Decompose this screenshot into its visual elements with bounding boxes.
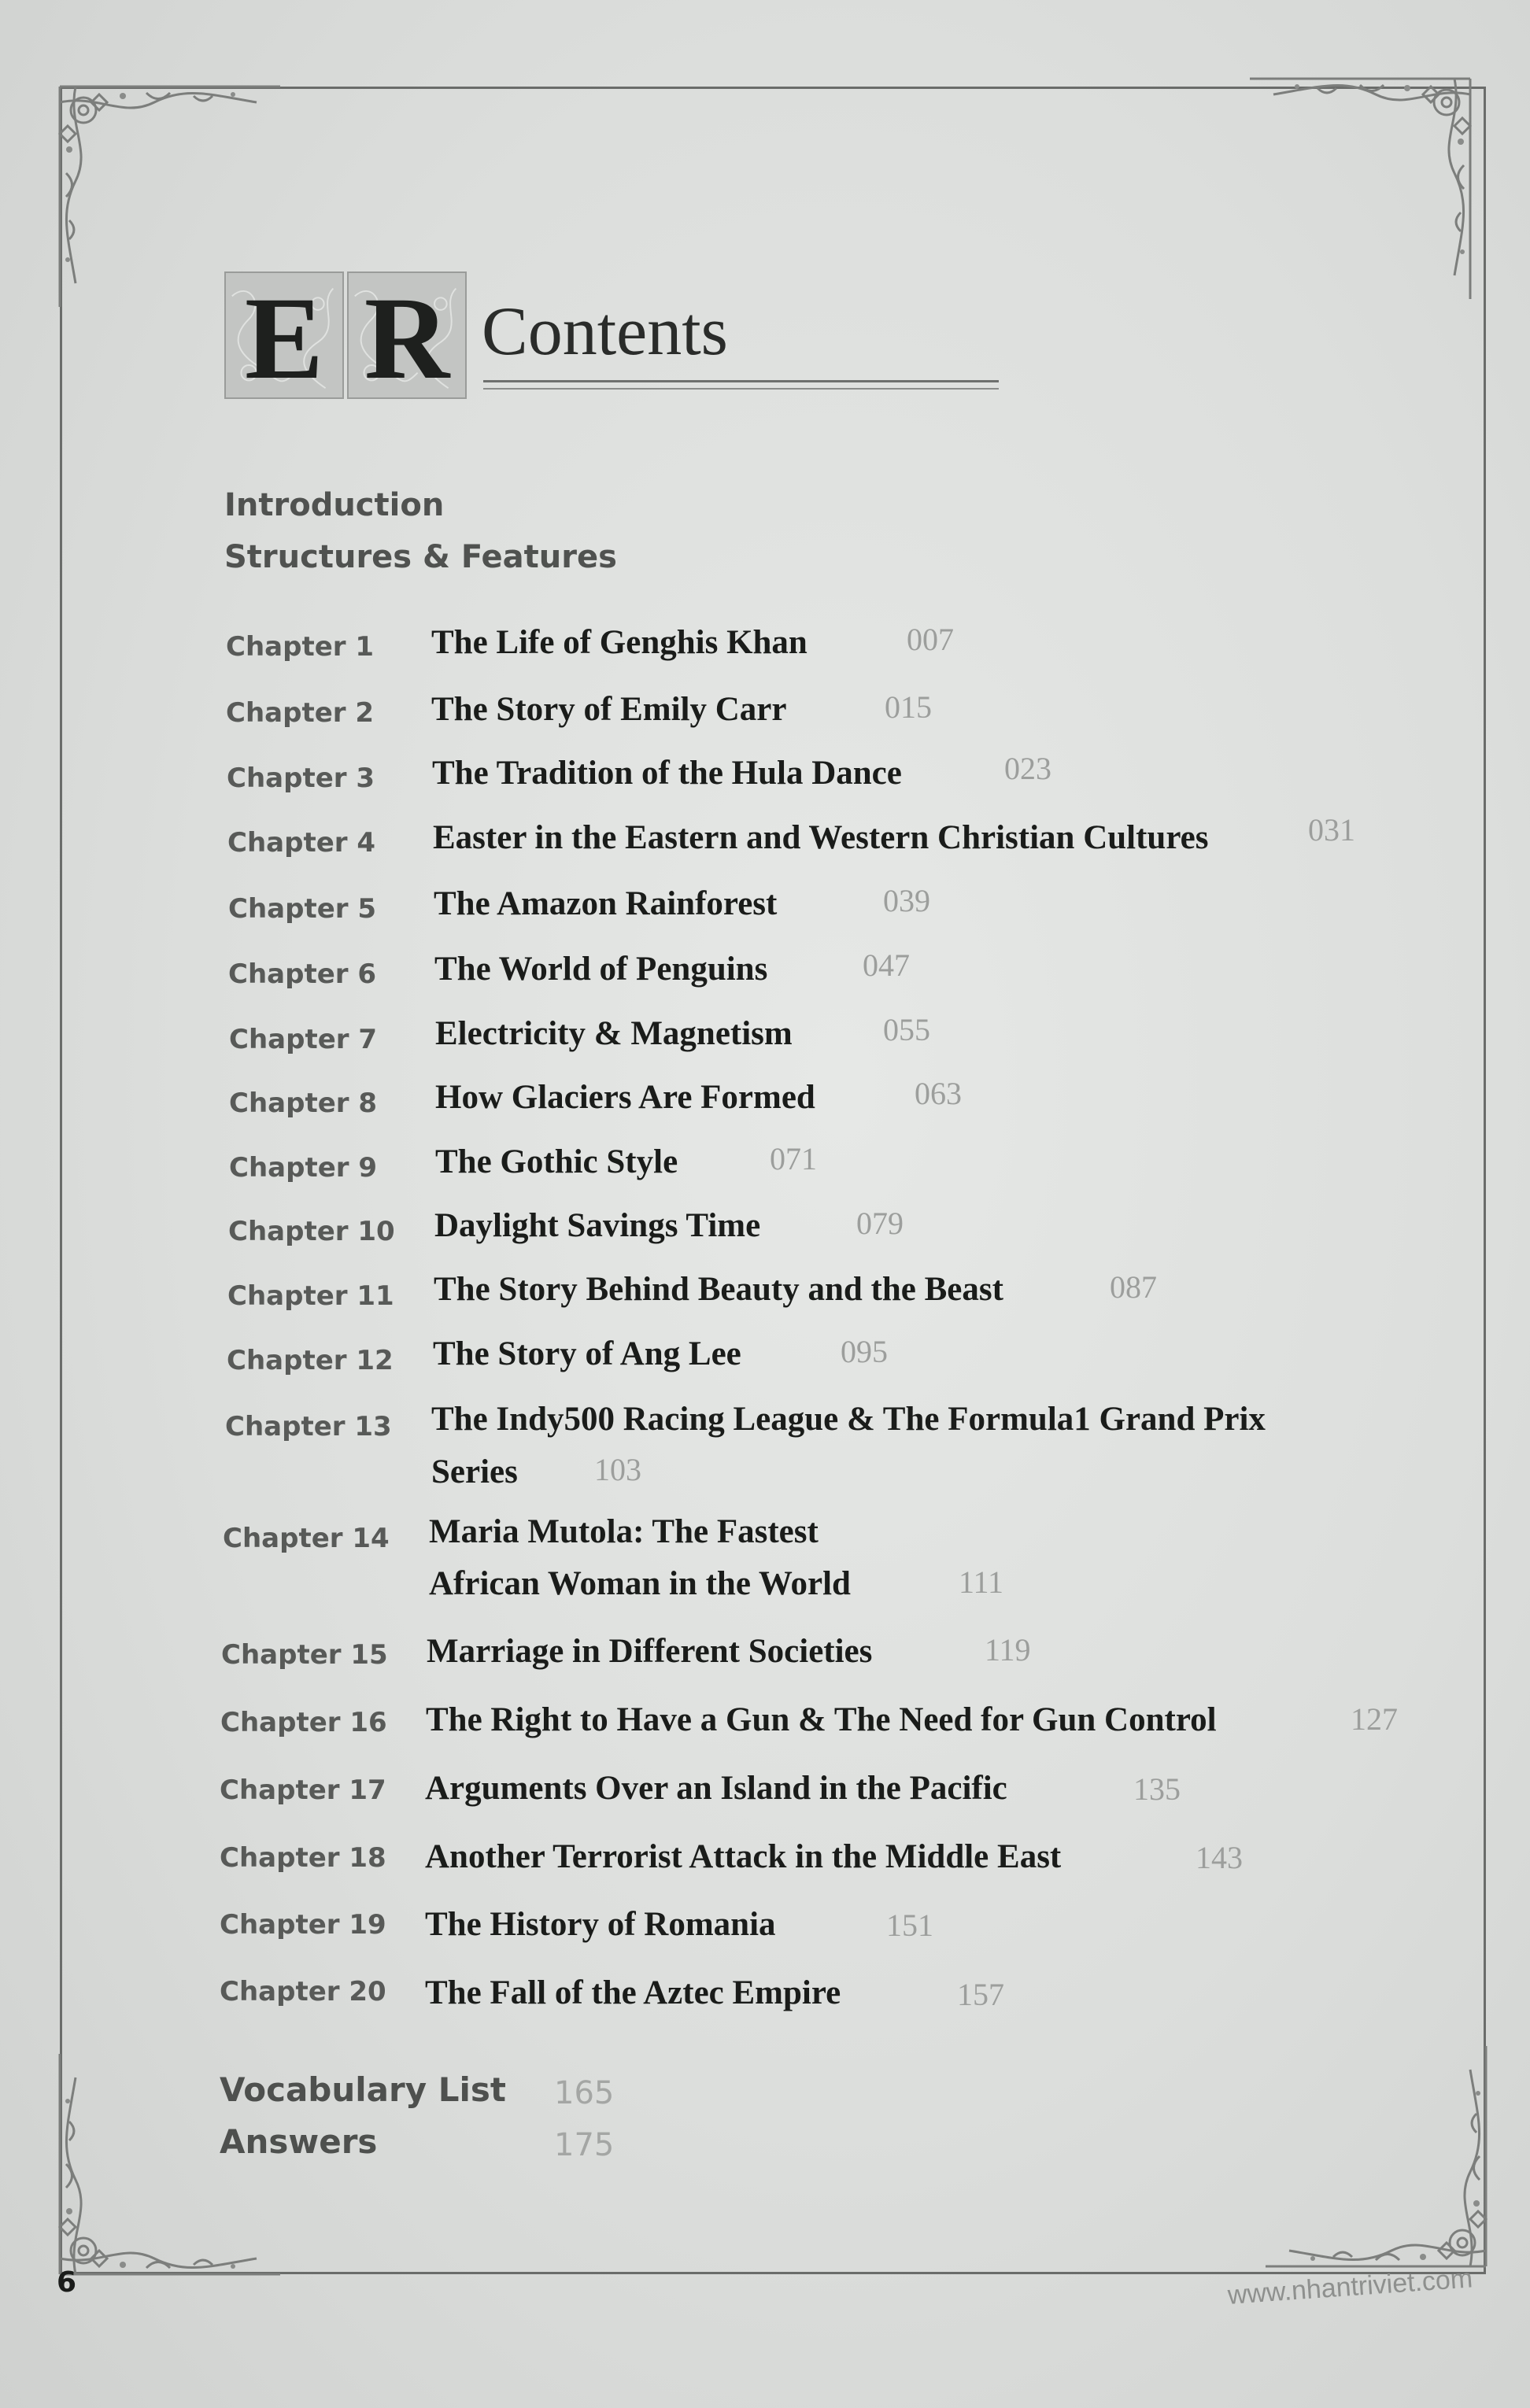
- chapter-label: Chapter 3: [227, 763, 375, 794]
- chapter-label: Chapter 20: [220, 1976, 386, 2007]
- chapter-page: 031: [1308, 812, 1355, 848]
- toc-introduction[interactable]: Introduction: [224, 487, 445, 523]
- chapter-page: 143: [1196, 1840, 1243, 1875]
- answers-page: 175: [554, 2127, 615, 2163]
- chapter-label: Chapter 2: [226, 697, 375, 729]
- chapter-label: Chapter 17: [220, 1775, 386, 1806]
- chapter-label: Chapter 1: [226, 631, 375, 663]
- chapter-title[interactable]: Electricity & Magnetism: [435, 1015, 793, 1052]
- chapter-label: Chapter 19: [220, 1909, 386, 1941]
- chapter-title[interactable]: How Glaciers Are Formed: [435, 1079, 815, 1116]
- chapter-title[interactable]: The Story of Ang Lee: [433, 1335, 741, 1372]
- chapter-title[interactable]: The Life of Genghis Khan: [431, 624, 808, 661]
- toc-structures-features[interactable]: Structures & Features: [224, 539, 617, 575]
- chapter-page: 055: [883, 1012, 930, 1047]
- chapter-label: Chapter 4: [227, 827, 376, 859]
- chapter-page: 135: [1133, 1771, 1181, 1807]
- chapter-page: 087: [1110, 1269, 1157, 1305]
- chapter-page: 151: [886, 1908, 933, 1943]
- chapter-title[interactable]: Arguments Over an Island in the Pacific: [425, 1770, 1007, 1807]
- chapter-title[interactable]: Another Terrorist Attack in the Middle East: [425, 1838, 1062, 1875]
- chapter-title[interactable]: The Gothic Style: [435, 1143, 678, 1180]
- chapter-label: Chapter 14: [223, 1523, 390, 1554]
- chapter-title-line2[interactable]: Series: [431, 1453, 518, 1490]
- chapter-page: 103: [594, 1452, 641, 1487]
- chapter-title[interactable]: Marriage in Different Societies: [427, 1633, 873, 1670]
- chapter-page: 015: [885, 689, 932, 725]
- chapter-label: Chapter 10: [228, 1216, 395, 1247]
- chapter-page: 079: [856, 1206, 904, 1241]
- chapter-label: Chapter 15: [221, 1639, 388, 1671]
- chapter-page: 071: [770, 1141, 817, 1176]
- chapter-title[interactable]: Easter in the Eastern and Western Christian Cultures: [433, 819, 1209, 856]
- chapter-page: 023: [1004, 751, 1051, 786]
- chapter-label: Chapter 5: [228, 893, 377, 925]
- chapter-label: Chapter 9: [229, 1152, 378, 1184]
- logo-tile-r: [347, 271, 467, 399]
- chapter-page: 127: [1351, 1701, 1398, 1737]
- title-underline-thin: [483, 388, 999, 390]
- chapter-page: 063: [915, 1076, 962, 1111]
- chapter-title-line1[interactable]: The Indy500 Racing League & The Formula1 Grand Prix: [431, 1401, 1266, 1438]
- chapter-title[interactable]: The Story of Emily Carr: [431, 691, 787, 728]
- chapter-title[interactable]: Daylight Savings Time: [434, 1207, 761, 1244]
- chapter-title-line1[interactable]: Maria Mutola: The Fastest: [429, 1513, 819, 1550]
- vocabulary-list-page: 165: [554, 2075, 615, 2111]
- ornament-corner-top-right: [1242, 71, 1478, 307]
- page-number: 6: [57, 2266, 77, 2299]
- website-url: www.nhantriviet.com: [1226, 2263, 1474, 2310]
- logo-letter-e: E: [244, 273, 324, 399]
- toc-vocabulary-list[interactable]: Vocabulary List: [220, 2070, 506, 2109]
- chapter-label: Chapter 7: [229, 1024, 378, 1055]
- chapter-title[interactable]: The Story Behind Beauty and the Beast: [434, 1271, 1003, 1308]
- title-underline: [483, 380, 999, 382]
- chapter-page: 095: [841, 1334, 888, 1369]
- toc-answers[interactable]: Answers: [220, 2122, 378, 2161]
- logo-tile-e: [224, 271, 344, 399]
- chapter-page: 119: [985, 1632, 1031, 1668]
- chapter-page: 007: [907, 622, 954, 657]
- chapter-title[interactable]: The Fall of the Aztec Empire: [425, 1974, 841, 2011]
- chapter-label: Chapter 8: [229, 1088, 378, 1119]
- chapter-page: 039: [883, 883, 930, 918]
- er-logo: [224, 271, 467, 399]
- chapter-label: Chapter 12: [227, 1345, 394, 1376]
- chapter-label: Chapter 13: [225, 1411, 392, 1442]
- chapter-title[interactable]: The Tradition of the Hula Dance: [432, 755, 902, 792]
- chapter-label: Chapter 16: [220, 1707, 387, 1738]
- chapter-title[interactable]: The Amazon Rainforest: [434, 885, 778, 922]
- chapter-label: Chapter 11: [227, 1280, 394, 1312]
- page-title: Contents: [482, 294, 728, 370]
- logo-letter-r: R: [364, 273, 450, 399]
- chapter-title[interactable]: The World of Penguins: [434, 951, 768, 988]
- chapter-page: 047: [863, 947, 910, 983]
- chapter-page: 111: [959, 1564, 1004, 1600]
- chapter-title[interactable]: The History of Romania: [425, 1906, 776, 1943]
- ornament-corner-bottom-right: [1258, 2038, 1494, 2274]
- chapter-label: Chapter 18: [220, 1842, 386, 1874]
- chapter-title-line2[interactable]: African Woman in the World: [429, 1565, 851, 1602]
- chapter-page: 157: [957, 1977, 1004, 2012]
- chapter-label: Chapter 6: [228, 958, 377, 990]
- chapter-title[interactable]: The Right to Have a Gun & The Need for Gun Control: [426, 1701, 1217, 1738]
